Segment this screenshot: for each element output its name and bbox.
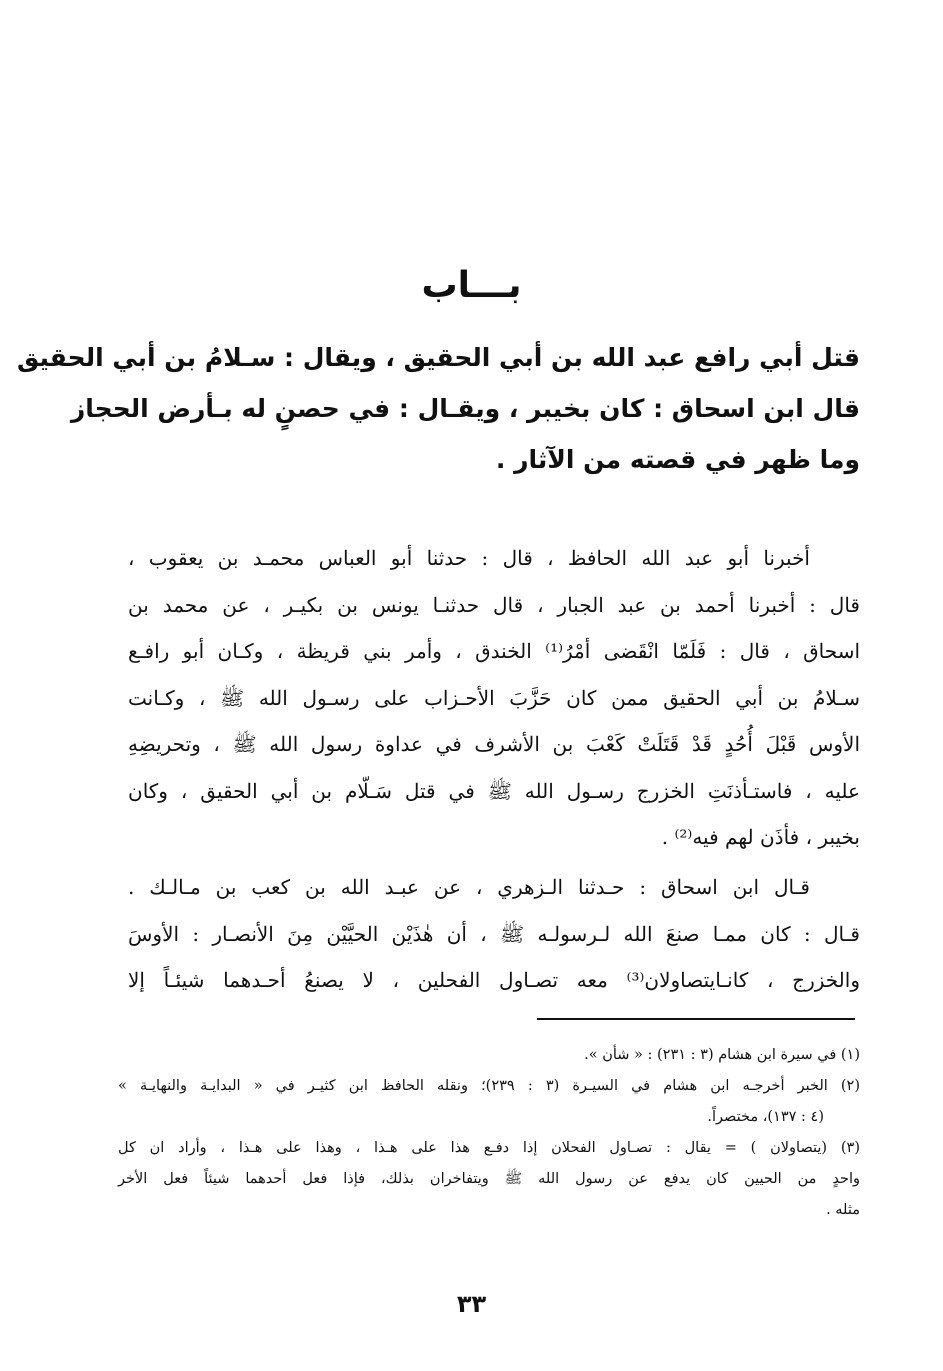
body-line: قـال ابن اسحاق : حـدثنا الـزهري ، عن عبـد الله بن كعب بن مـالـك . — [128, 875, 810, 899]
body-line: أخبرنا أبو عبد الله الحافظ ، قال : حدثنا أبو العباس محمـد بن يعقوب ، — [128, 546, 810, 570]
body-line: والخزرج ، كانـايتصاولان⁽³⁾ معه تصـاول الفحلين ، لا يصنعُ أحـدهما شيئـاً إلا — [128, 968, 860, 992]
paragraph-2 — [128, 864, 860, 1004]
heading-line: قال ابن اسحاق : كان بخيبر ، ويقـال : في حصنٍ له بـأرض الحجاز — [70, 394, 860, 423]
body-line: قـال : كان ممـا صنعَ الله لـرسولـه ﷺ ، أن هٰذَيْن الحيَّيْن مِنَ الأنصـار : الأوسَ — [128, 921, 860, 946]
heading-line: قتل أبي رافع عبد الله بن أبي الحقيق ، ويقال : سـلامُ بن أبي الحقيق — [16, 343, 860, 372]
footnote-3-continuation: واحدٍ من الحيين كان يدفع عن رسول الله ﷺ ويتفاخران بذلك، فإذا فعل أحدهما شيئاً فعل الأخر — [118, 1171, 860, 1187]
body-line: عليه ، فاستـأذنَتِ الخزرج رسـول الله ﷺ في قتل سَـلّام بن أبي الحقيق ، وكان — [128, 778, 860, 803]
chapter-heading — [16, 332, 860, 485]
footnote-divider — [537, 1018, 855, 1020]
body-line: الأوس قَبْلَ أُحُدٍ قَدْ قَتَلَتْ كَعْبَ بن الأشرف في عداوة رسول الله ﷺ ، وتحريضِهِ — [128, 732, 860, 756]
footnote-2-continuation: (٤ : ١٣٧)، مختصراً. — [707, 1109, 824, 1125]
footnote-3-continuation: مثله . — [826, 1202, 860, 1218]
body-line: قال : أخبرنا أحمد بن عبد الجبار ، قال حدثنـا يونس بن بكيـر ، عن محمد بن — [128, 592, 860, 617]
body-line: بخيبر ، فأذَن لهم فيه⁽²⁾ . — [661, 825, 860, 849]
footnote-3: (٣) (يتصاولان ) = يقال : تصـاول الفحلان إذا دفـع هذا على هـذا ، وهذا على هـذا ، وأراد ان كل — [118, 1140, 860, 1156]
body-line: سـلامُ بن أبي الحقيق ممن كان حَزَّبَ الأحـزاب على رسـول الله ﷺ ، وكـانت — [128, 685, 860, 710]
body-line: اسحاق ، قال : فَلَمّا انْقَضى أمْرُ⁽¹⁾ الخندق ، وأمر بني قريظة ، وكـان أبو رافـع — [128, 639, 861, 663]
footnotes — [118, 1040, 860, 1226]
page-number: ٣٣ — [456, 1290, 487, 1318]
chapter-title: بـــاب — [421, 265, 522, 306]
footnote-1: (١) في سيرة ابن هشام (٣ : ٢٣١) : « شأن ». — [584, 1047, 860, 1063]
footnote-2: (٢) الخبر أخرجـه ابن هشام في السيـرة (٣ : ٢٣٩)؛ ونقله الحافظ ابن كثيـر في « البدايـة والنهايـة » — [118, 1078, 861, 1094]
paragraph-1 — [128, 535, 860, 861]
heading-line: وما ظهر في قصته من الآثار . — [495, 445, 860, 474]
